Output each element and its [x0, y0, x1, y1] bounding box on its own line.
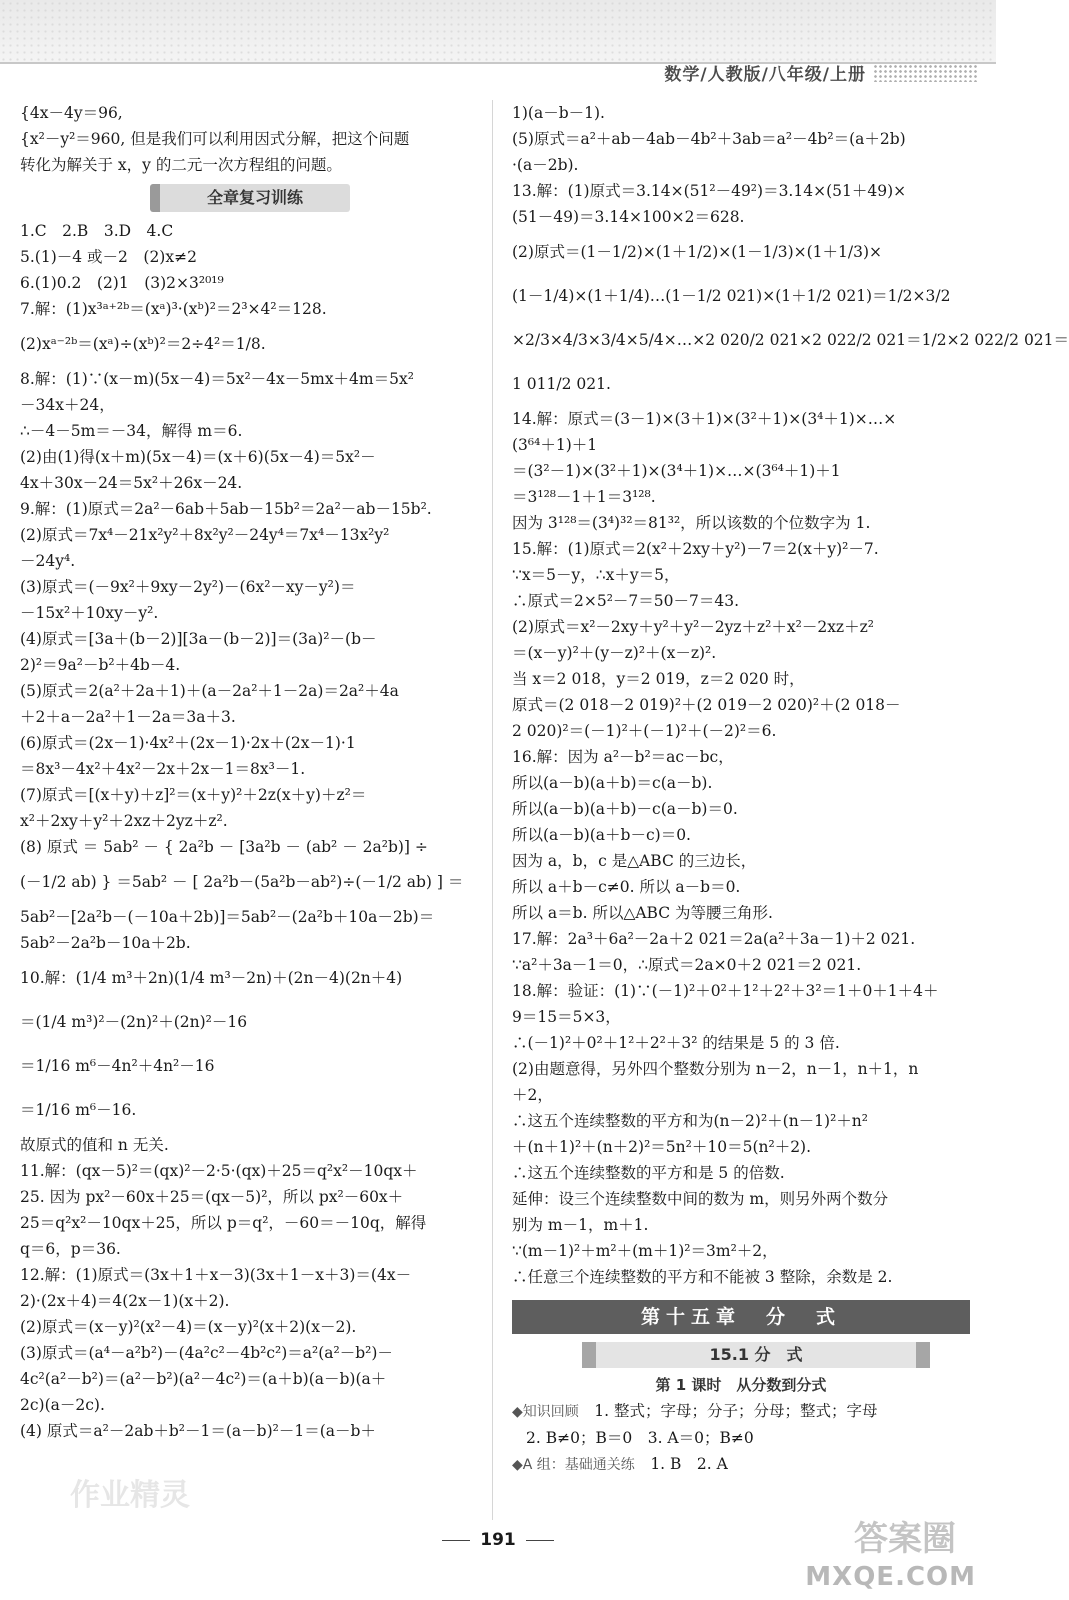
group-a-tag: ◆A 组：基础通关练	[512, 1457, 635, 1473]
header-dots	[873, 64, 978, 82]
answer-line: 12.解：(1)原式＝(3x＋1＋x－3)(3x＋1－x＋3)＝(4x－	[20, 1266, 412, 1284]
top-banner	[0, 0, 996, 64]
review-section-title: 全章复习训练	[150, 184, 350, 212]
answer-line: －34x＋24，	[20, 396, 115, 414]
section-title: 15.1 分 式	[582, 1342, 930, 1368]
answer-line: 1)(a－b－1).	[512, 104, 605, 122]
answer-line: (3⁶⁴＋1)＋1	[512, 436, 598, 454]
answer-line: ＝(1/4 m³)²－(2n)²＋(2n)²－16	[20, 1013, 248, 1031]
banner-pattern	[0, 0, 996, 62]
watermark-url: MXQE.COM	[805, 1562, 976, 1592]
answer-line: (6)原式＝(2x－1)·4x²＋(2x－1)·2x＋(2x－1)·1	[20, 734, 356, 752]
group-a-answers: 1. B 2. A	[650, 1455, 728, 1473]
answer-line: ＋(n＋1)²＋(n＋2)²＝5n²＋10＝5(n²＋2).	[512, 1138, 812, 1156]
answer-line: 5ab²－2a²b－10a＋2b.	[20, 934, 191, 952]
lesson-title: 第 1 课时 从分数到分式	[655, 1376, 827, 1394]
answer-line: ＝(3²－1)×(3²＋1)×(3⁴＋1)×…×(3⁶⁴＋1)＋1	[512, 462, 841, 480]
answer-line: (2)由题意得，另外四个整数分别为 n－2，n－1，n＋1，n	[512, 1060, 919, 1078]
answer-line: ∵x＝5－y，∴x＋y＝5，	[512, 566, 680, 584]
answer-line: (3)原式＝(a⁴－a²b²)－(4a²c²－4b²c²)＝a²(a²－b²)－	[20, 1344, 393, 1362]
answer-line: 转化为解关于 x，y 的二元一次方程组的问题。	[20, 156, 342, 174]
answer-line: 所以(a－b)(a＋b)－c(a－b)＝0.	[512, 800, 738, 818]
answer-line: 11.解：(qx－5)²＝(qx)²－2·5·(qx)＋25＝q²x²－10qx＋	[20, 1162, 418, 1180]
answer-line: 17.解：2a³＋6a²－2a＋2 021＝2a(a²＋3a－1)＋2 021.	[512, 930, 916, 948]
group-a-line	[512, 1451, 970, 1478]
answer-line: (2)原式＝x²－2xy＋y²＋y²－2yz＋z²＋x²－2xz＋z²	[512, 618, 874, 636]
review-line-2: 2. B≠0；B＝0 3. A＝0；B≠0	[526, 1429, 754, 1447]
answer-line: ＝1/16 m⁶－16.	[20, 1101, 137, 1119]
answers-right	[512, 100, 1069, 1290]
answer-line: 1.C 2.B 3.D 4.C	[20, 222, 174, 240]
answer-line: q＝6，p＝36.	[20, 1240, 121, 1258]
dash-right	[526, 1540, 554, 1541]
page-number-text: 191	[480, 1530, 516, 1550]
intro-lines	[20, 100, 480, 178]
answer-line: 4c²(a²－b²)＝(a²－b²)(a²－4c²)＝(a＋b)(a－b)(a＋	[20, 1370, 387, 1388]
answer-line: 25. 因为 px²－60x＋25＝(qx－5)²，所以 px²－60x＋	[20, 1188, 404, 1206]
answer-line: ∴这五个连续整数的平方和是 5 的倍数.	[512, 1164, 785, 1182]
answer-line: (8) 原式 ＝ 5ab² － { 2a²b － [3a²b － (ab² － 2a²b)] ÷	[20, 838, 428, 856]
answer-line: (2)原式＝7x⁴－21x²y²＋8x²y²－24y⁴＝7x⁴－13x²y²	[20, 526, 390, 544]
watermark-logo: 答案圈	[854, 1519, 956, 1559]
answer-line: 18.解：验证：(1)∵(－1)²＋0²＋1²＋2²＋3²＝1＋0＋1＋4＋	[512, 982, 939, 1000]
answer-line: 因为 a，b，c 是△ABC 的三边长，	[512, 852, 757, 870]
answer-line: 8.解：(1)∵(x－m)(5x－4)＝5x²－4x－5mx＋4m＝5x²	[20, 370, 414, 388]
answer-line: 1 011/2 021.	[512, 375, 611, 393]
answer-line: ＝8x³－4x²＋4x²－2x＋2x－1＝8x³－1.	[20, 760, 306, 778]
answer-line: (4)原式＝[3a＋(b－2)][3a－(b－2)]＝(3a)²－(b－	[20, 630, 377, 648]
answer-line: 所以(a－b)(a＋b)＝c(a－b).	[512, 774, 713, 792]
left-column	[20, 100, 480, 1444]
answer-line: (－1/2 ab) } ＝5ab² － [ 2a²b－(5a²b－ab²)÷(－1/2 ab) ] ＝	[20, 873, 464, 891]
answer-line: 延伸：设三个连续整数中间的数为 m，则另外两个数分	[512, 1190, 889, 1208]
answer-line: 15.解：(1)原式＝2(x²＋2xy＋y²)－7＝2(x＋y)²－7.	[512, 540, 879, 558]
answer-line: －24y⁴.	[20, 552, 76, 570]
answer-line: 13.解：(1)原式＝3.14×(51²－49²)＝3.14×(51＋49)×	[512, 182, 907, 200]
answer-line: 25＝q²x²－10qx＋25，所以 p＝q²，－60＝－10q，解得	[20, 1214, 427, 1232]
answer-line: 所以 a＋b－c≠0. 所以 a－b＝0.	[512, 878, 741, 896]
answer-line: ＋2，	[512, 1086, 553, 1104]
answer-line: ＝1/16 m⁶－4n²＋4n²－16	[20, 1057, 215, 1075]
answer-line: 10.解：(1/4 m³＋2n)(1/4 m³－2n)＋(2n－4)(2n＋4)	[20, 969, 403, 987]
chapter-title: 第十五章 分 式	[512, 1300, 970, 1334]
answer-line: ∴原式＝2×5²－7＝50－7＝43.	[512, 592, 740, 610]
answer-line: 2)²＝9a²－b²＋4b－4.	[20, 656, 181, 674]
answer-line: 9＝15＝5×3，	[512, 1008, 621, 1026]
answers-left	[20, 218, 480, 1444]
answer-line: ＋2＋a－2a²＋1－2a＝3a＋3.	[20, 708, 236, 726]
answer-line: 因为 3¹²⁸＝(3⁴)³²＝81³²，所以该数的个位数字为 1.	[512, 514, 871, 532]
answer-line: ＝3¹²⁸－1＋1＝3¹²⁸.	[512, 488, 656, 506]
answer-line: 别为 m－1，m＋1.	[512, 1216, 649, 1234]
answer-line: 5ab²－[2a²b－(－10a＋2b)]＝5ab²－(2a²b＋10a－2b)＝	[20, 908, 435, 926]
review-tag: ◆知识回顾	[512, 1404, 579, 1420]
answer-line: 7.解：(1)x³ᵃ⁺²ᵇ＝(xᵃ)³·(xᵇ)²＝2³×4²＝128.	[20, 300, 327, 318]
answer-line: ∴这五个连续整数的平方和为(n－2)²＋(n－1)²＋n²	[512, 1112, 869, 1130]
answer-line: 2)·(2x＋4)＝4(2x－1)(x＋2).	[20, 1292, 230, 1310]
answer-line: 2c)(a－2c).	[20, 1396, 105, 1414]
answer-line: 当 x＝2 018，y＝2 019，z＝2 020 时，	[512, 670, 805, 688]
answer-line: (2)原式＝(x－y)²(x²－4)＝(x－y)²(x＋2)(x－2).	[20, 1318, 357, 1336]
answer-line: ·(a－2b).	[512, 156, 579, 174]
answer-line: ∴－4－5m＝－34，解得 m＝6.	[20, 422, 243, 440]
answer-line: (5)原式＝2(a²＋2a＋1)＋(a－2a²＋1－2a)＝2a²＋4a	[20, 682, 399, 700]
answer-line: ＝(x－y)²＋(y－z)²＋(x－z)².	[512, 644, 717, 662]
dash-left	[442, 1540, 470, 1541]
answer-line: (51－49)＝3.14×100×2＝628.	[512, 208, 745, 226]
answer-line: 6.(1)0.2 (2)1 (3)2×3²⁰¹⁹	[20, 274, 224, 292]
answer-line: 所以(a－b)(a＋b－c)＝0.	[512, 826, 691, 844]
column-divider	[492, 100, 493, 1520]
watermark-left: 作业精灵	[70, 1478, 190, 1513]
answer-line: {4x－4y＝96,	[20, 104, 123, 122]
answer-line: 所以 a＝b. 所以△ABC 为等腰三角形.	[512, 904, 773, 922]
right-column	[512, 100, 1069, 1478]
answer-line: 4x＋30x－24＝5x²＋26x－24.	[20, 474, 243, 492]
answer-line: ∴(－1)²＋0²＋1²＋2²＋3² 的结果是 5 的 3 倍.	[512, 1034, 840, 1052]
answer-line: 2 020)²＝(－1)²＋(－1)²＋(－2)²＝6.	[512, 722, 777, 740]
answer-line: (4) 原式＝a²－2ab＋b²－1＝(a－b)²－1＝(a－b＋	[20, 1422, 376, 1440]
answer-line: ∵(m－1)²＋m²＋(m＋1)²＝3m²＋2，	[512, 1242, 778, 1260]
answer-line: 原式＝(2 018－2 019)²＋(2 019－2 020)²＋(2 018－	[512, 696, 901, 714]
answer-line: (3)原式＝(－9x²＋9xy－2y²)－(6x²－xy－y²)＝	[20, 578, 356, 596]
header-title: 数学/人教版/八年级/上册	[664, 65, 866, 85]
answer-line: (2)原式＝(1－1/2)×(1＋1/2)×(1－1/3)×(1＋1/3)×	[512, 243, 883, 261]
answer-line: (7)原式＝[(x＋y)＋z]²＝(x＋y)²＋2z(x＋y)＋z²＝	[20, 786, 367, 804]
answer-line: (2)由(1)得(x＋m)(5x－4)＝(x＋6)(5x－4)＝5x²－	[20, 448, 376, 466]
answer-line: x²＋2xy＋y²＋2xz＋2yz＋z².	[20, 812, 228, 830]
answer-line: ∴任意三个连续整数的平方和不能被 3 整除，余数是 2.	[512, 1268, 893, 1286]
answer-line: (2)xᵃ⁻²ᵇ＝(xᵃ)÷(xᵇ)²＝2÷4²＝1/8.	[20, 335, 266, 353]
answer-line: {x²－y²＝960, 但是我们可以利用因式分解，把这个问题	[20, 130, 410, 148]
answer-line: (5)原式＝a²＋ab－4ab－4b²＋3ab＝a²－4b²＝(a＋2b)	[512, 130, 906, 148]
answer-line: 故原式的值和 n 无关.	[20, 1136, 169, 1154]
answer-line: －15x²＋10xy－y².	[20, 604, 159, 622]
answer-line: 14.解：原式＝(3－1)×(3＋1)×(3²＋1)×(3⁴＋1)×…×	[512, 410, 897, 428]
answer-line: (1－1/4)×(1＋1/4)…(1－1/2 021)×(1＋1/2 021)＝1/2×3/2	[512, 287, 951, 305]
answer-line: ×2/3×4/3×3/4×5/4×…×2 020/2 021×2 022/2 021＝1/2×2 022/2 021＝	[512, 331, 1069, 349]
answer-line: 16.解：因为 a²－b²＝ac－bc，	[512, 748, 734, 766]
answer-line: 5.(1)－4 或－2 (2)x≠2	[20, 248, 197, 266]
review-answers-1: 1. 整式；字母；分子；分母；整式；字母	[594, 1402, 878, 1420]
page-number	[0, 1530, 996, 1550]
review-line-1	[512, 1398, 970, 1425]
answer-line: 9.解：(1)原式＝2a²－6ab＋5ab－15b²＝2a²－ab－15b².	[20, 500, 432, 518]
answer-line: ∵a²＋3a－1＝0，∴原式＝2a×0＋2 021＝2 021.	[512, 956, 862, 974]
